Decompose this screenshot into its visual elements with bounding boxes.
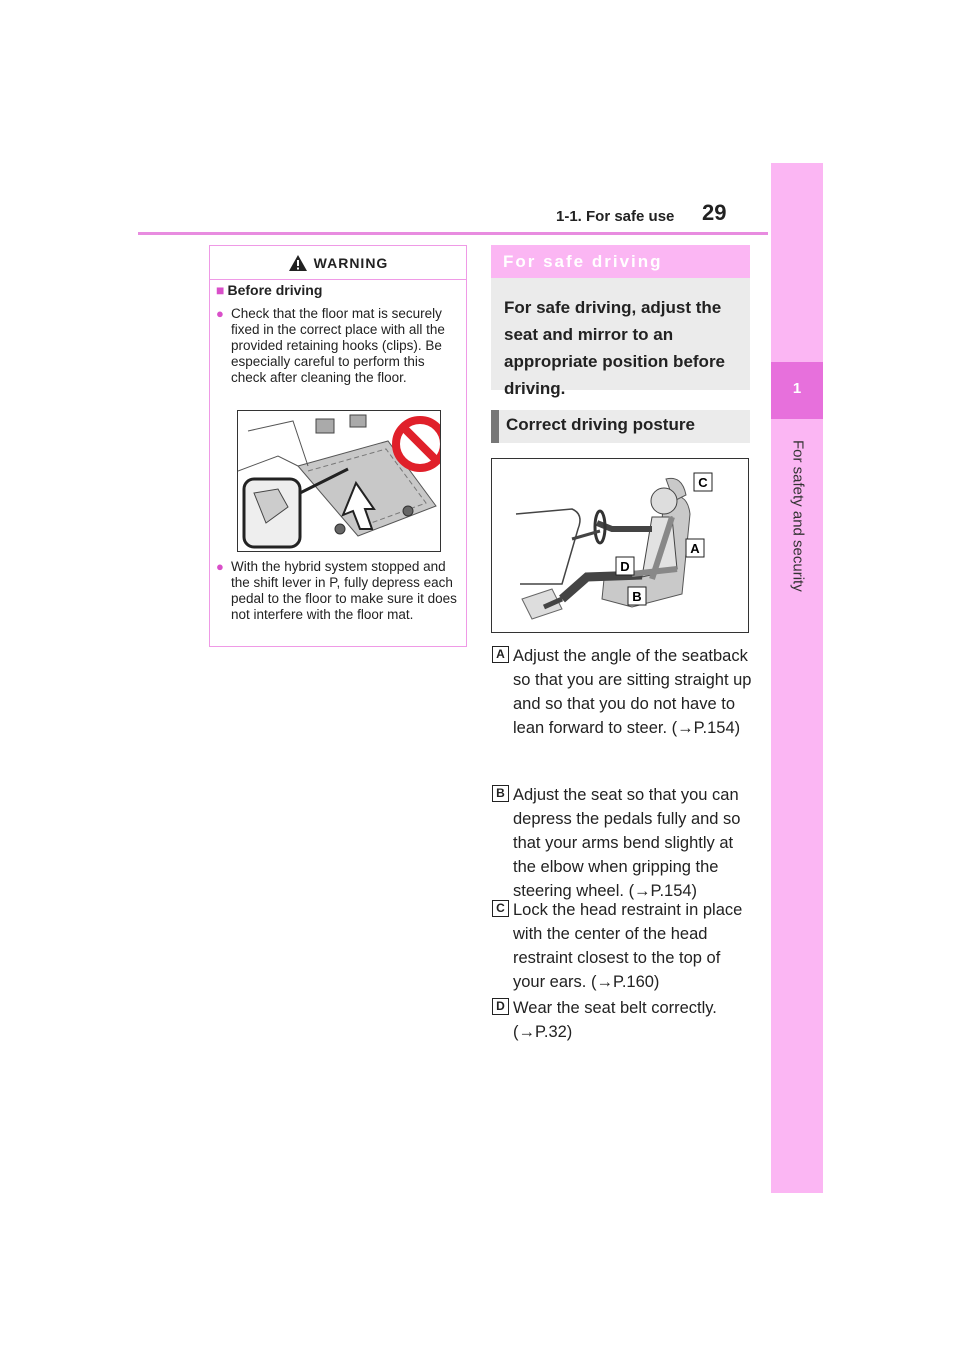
intro-box (491, 278, 750, 398)
warning-triangle-icon (288, 254, 308, 272)
warning-title: WARNING (313, 254, 389, 271)
figure-label-b: B (632, 589, 642, 604)
item-label: C (492, 900, 509, 917)
warning-bullet (216, 559, 462, 623)
chapter-side-tab (771, 163, 823, 1193)
warning-box (209, 245, 467, 647)
item-label: D (492, 998, 509, 1015)
intro-text: For safe driving, adjust the seat and mirror to an appropriate position before driving. (504, 298, 726, 398)
figure-label-a: A (690, 541, 700, 556)
figure-label-d: D (620, 559, 630, 574)
item-label: A (492, 646, 509, 663)
item-label: B (492, 785, 509, 802)
figure-label-c: C (698, 475, 708, 490)
posture-item-a (492, 644, 752, 740)
warning-heading-text: Before driving (227, 282, 323, 298)
page-number: 29 (702, 200, 727, 225)
item-text: Wear the seat belt correctly. (→P.32) (513, 999, 717, 1041)
subsection-title: Correct driving posture (506, 415, 695, 434)
chapter-number-box (771, 362, 823, 419)
warning-header (210, 246, 466, 280)
section-heading: For safe driving (503, 252, 663, 271)
warning-bullet-text: Check that the floor mat is securely fixed in the correct place with all the provided retaining hooks (clips). Be especially careful to perform this check after cleaning the floor. (231, 306, 445, 385)
round-bullet-icon: ● (216, 559, 224, 574)
header-divider (138, 232, 768, 235)
chapter-title: For safety and security (789, 440, 807, 592)
square-bullet-icon: ■ (216, 282, 225, 298)
round-bullet-icon: ● (216, 306, 224, 321)
item-text: Lock the head restraint in place with the center of the head restraint closest to the top of your ears. (→P.160) (513, 901, 743, 991)
item-text: Adjust the seat so that you can depress the pedals fully and so that your arms bend slightly at the elbow when gripping the steering wheel. (→P.154) (513, 786, 741, 900)
posture-item-b (492, 783, 752, 903)
posture-item-d (492, 996, 752, 1044)
warning-bullet-text: With the hybrid system stopped and the shift lever in P, fully depress each pedal to the floor to make sure it does not interfere with the floor mat. (231, 559, 457, 622)
for-safe-driving-bar (491, 245, 750, 278)
warning-heading (216, 282, 322, 298)
item-text: Adjust the angle of the seatback so that you are sitting straight up and so that you do not have to lean forward to steer. (→P.154) (513, 647, 752, 737)
driving-posture-illustration (491, 458, 749, 633)
chapter-number: 1 (792, 380, 802, 397)
subsection-accent (491, 410, 499, 443)
subsection-header (491, 410, 750, 443)
warning-bullet (216, 306, 462, 386)
section-title: 1-1. For safe use (556, 208, 675, 225)
floor-mat-illustration (237, 410, 441, 552)
posture-item-c (492, 898, 752, 994)
